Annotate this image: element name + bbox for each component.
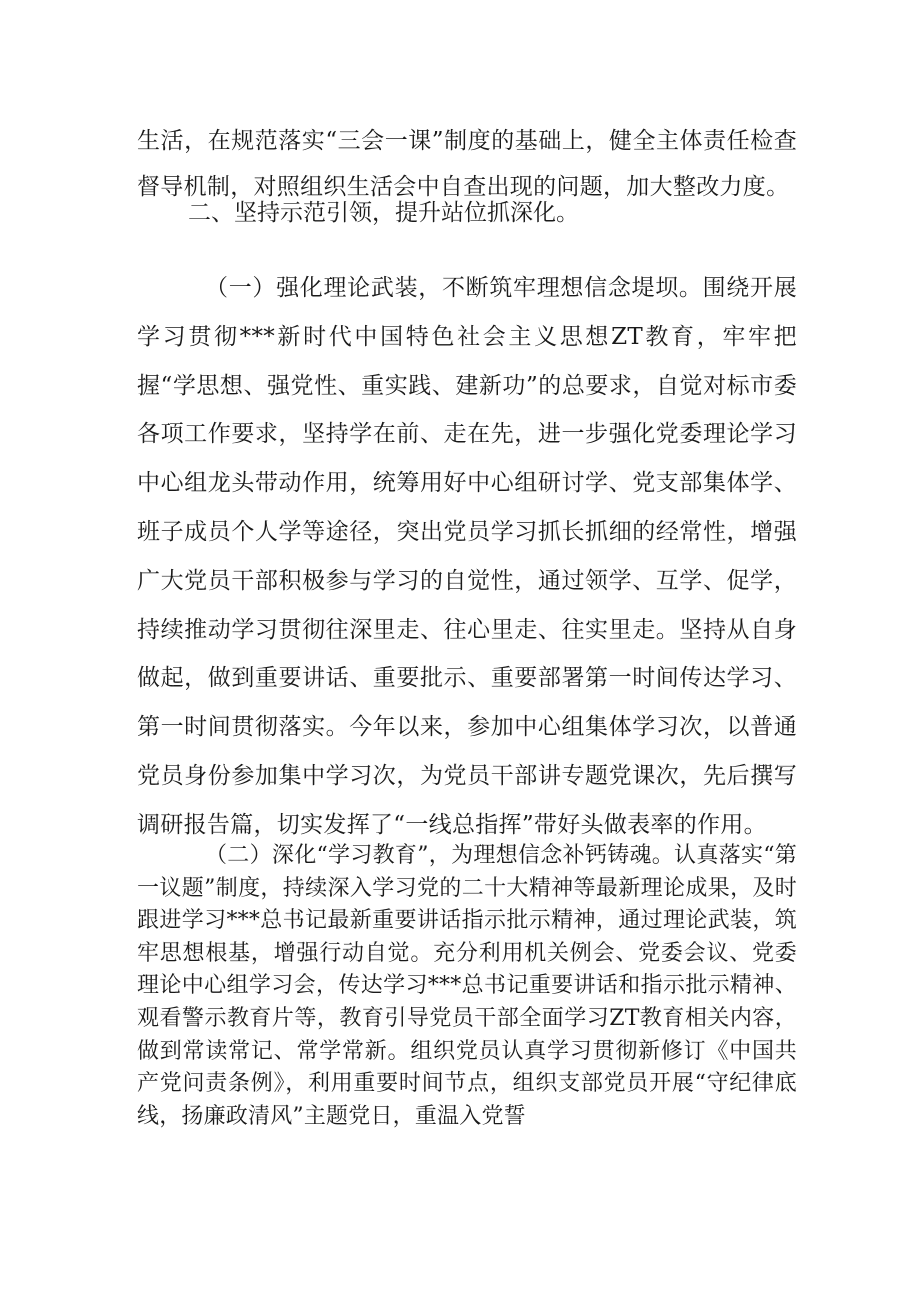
- paragraph-theory-study: （一）强化理论武装，不断筑牢理想信念堤坝。围绕开展学习贯彻***新时代中国特色社会主义思想ZT教育，牢牢把握“学思想、强党性、重实践、建新功”的总要求，自觉对标市委各项工作要求，坚持学在前、走在先，进一步强化党委理论学习中心组龙头带动作用，统筹用好中心组研讨学、党支部集体学、班子成员个人学等途径，突出党员学习抓长抓细的经常性，增强广大党员干部积极参与学习的自觉性，通过领学、互学、促学，持续推动学习贯彻往深里走、往心里走、往实里走。坚持从自身做起，做到重要讲话、重要批示、重要部署第一时间传达学习、第一时间贯彻落实。今年以来，参加中心组集体学习次，以普通党员身份参加集中学习次，为党员干部讲专题党课次，先后撰写调研报告篇，切实发挥了“一线总指挥”带好头做表率的作用。: [137, 275, 797, 838]
- paragraph-learning-education: （二）深化“学习教育”，为理想信念补钙铸魂。认真落实“第一议题”制度，持续深入学习党的二十大精神等最新理论成果，及时跟进学习***总书记最新重要讲话指示批示精神，通过理论武装，筑牢思想根基，增强行动自觉。充分利用机关例会、党委会议、党委理论中心组学习会，传达学习***总书记重要讲话和指示批示精神、观看警示教育片等，教育引导党员干部全面学习ZT教育相关内容，做到常读常记、常学常新。组织党员认真学习贯彻新修订《中国共产党问责条例》，利用重要时间节点，组织支部党员开展“守纪律底线，扬廉政清风”主题党日，重温入党誓: [137, 843, 797, 1129]
- paragraph-continuation: 生活，在规范落实“三会一课”制度的基础上，健全主体责任检查督导机制，对照组织生活会中自查出现的问题，加大整改力度。: [137, 128, 797, 200]
- section-heading: 二、坚持示范引领，提升站位抓深化。: [188, 200, 579, 226]
